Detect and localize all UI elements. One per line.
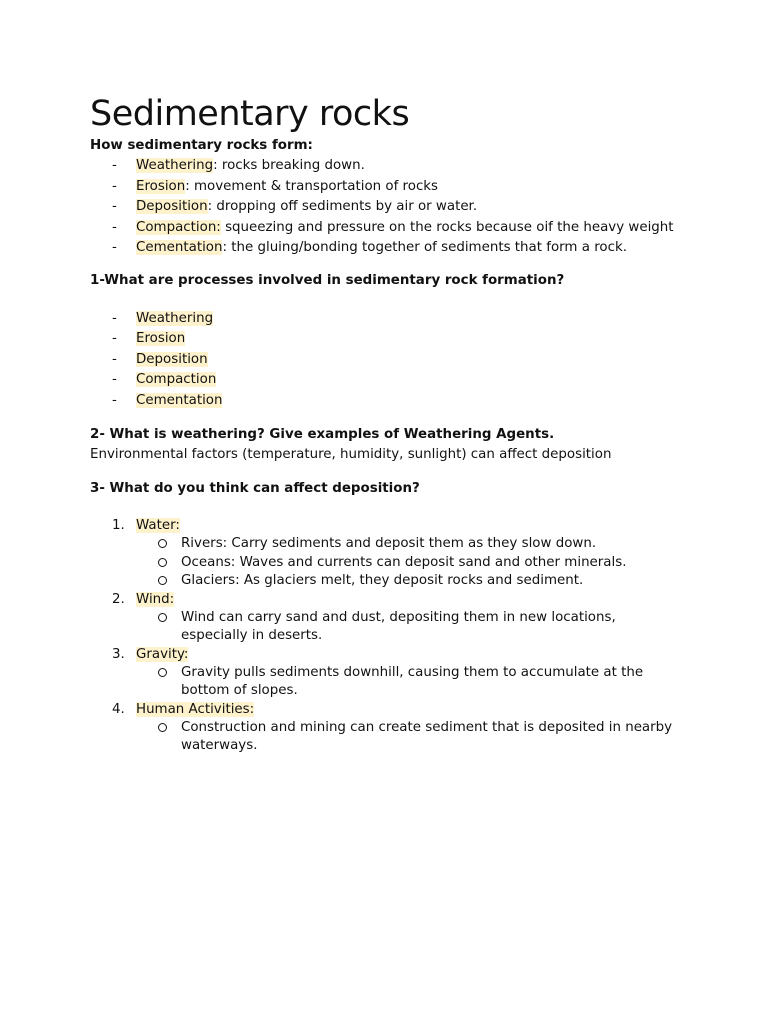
factor-label: Water: — [136, 518, 180, 533]
sub-list-item: Wind can carry sand and dust, depositing them in new locations, especially in deserts. — [136, 609, 678, 646]
list-item — [90, 646, 678, 701]
step-description: : the gluing/bonding together of sediments that form a rock. — [222, 240, 627, 255]
factor-label: Gravity: — [136, 646, 189, 662]
circle-bullet-icon — [158, 558, 167, 567]
sub-list-item: Glaciers: As glaciers melt, they deposit rocks and sediment. — [136, 572, 678, 591]
sub-list-item: Rivers: Carry sediments and deposit them as they slow down. — [136, 535, 678, 554]
sub-list — [136, 535, 678, 591]
list-item — [90, 370, 678, 391]
process-name: Erosion — [136, 331, 186, 346]
factor-label: Human Activities: — [136, 701, 255, 717]
circle-bullet-icon — [158, 723, 167, 732]
step-description: : movement & transportation of rocks — [185, 178, 439, 194]
sub-list — [136, 609, 678, 646]
factor-label: Wind: — [136, 591, 175, 607]
list-number: 2. — [112, 591, 125, 607]
list-item — [90, 391, 678, 412]
list-item — [90, 156, 678, 177]
process-name: Weathering — [136, 310, 214, 326]
list-item — [90, 350, 678, 371]
circle-bullet-icon — [158, 668, 167, 677]
step-description: squeezing and pressure on the rocks because oif the heavy weight — [220, 219, 674, 235]
list-number: 4. — [112, 701, 125, 717]
processes-list — [90, 309, 678, 412]
step-term: Deposition — [136, 199, 208, 214]
step-term: Erosion — [136, 178, 186, 194]
list-item — [90, 197, 678, 218]
page-title: Sedimentary rocks — [90, 94, 410, 134]
sub-list-item: Oceans: Waves and currents can deposit sand and other minerals. — [136, 554, 678, 573]
list-item — [90, 517, 678, 591]
list-item — [90, 329, 678, 350]
circle-bullet-icon — [158, 576, 167, 585]
sub-list — [136, 719, 678, 756]
sub-list-item: Gravity pulls sediments downhill, causing them to accumulate at the bottom of slopes. — [136, 664, 678, 701]
question-2-heading: 2- What is weathering? Give examples of Weathering Agents. — [90, 427, 555, 442]
question-3-heading: 3- What do you think can affect deposition? — [90, 481, 420, 496]
list-item — [90, 309, 678, 330]
list-item — [90, 177, 678, 198]
circle-bullet-icon — [158, 539, 167, 548]
circle-bullet-icon — [158, 613, 167, 622]
list-item — [90, 701, 678, 756]
process-name: Compaction — [136, 372, 217, 387]
sub-list-item: Construction and mining can create sediment that is deposited in nearby waterways. — [136, 719, 678, 756]
list-item — [90, 591, 678, 646]
step-term: Compaction: — [136, 219, 221, 235]
process-name: Cementation — [136, 392, 223, 408]
deposition-factors-list — [90, 517, 678, 756]
question-1-heading: 1-What are processes involved in sedimentary rock formation? — [90, 272, 565, 288]
formation-steps-list — [90, 156, 678, 259]
step-term: Weathering — [136, 158, 214, 173]
sub-list — [136, 664, 678, 701]
process-name: Deposition — [136, 351, 208, 367]
intro-heading: How sedimentary rocks form: — [90, 138, 313, 153]
list-number: 1. — [112, 518, 125, 533]
question-2-answer: Environmental factors (temperature, humidity, sunlight) can affect deposition — [90, 447, 612, 462]
step-description: : dropping off sediments by air or water. — [207, 199, 478, 214]
step-description: : rocks breaking down. — [213, 158, 365, 173]
list-item — [90, 218, 678, 239]
step-term: Cementation — [136, 240, 223, 255]
list-item — [90, 238, 678, 259]
list-number: 3. — [112, 646, 125, 662]
